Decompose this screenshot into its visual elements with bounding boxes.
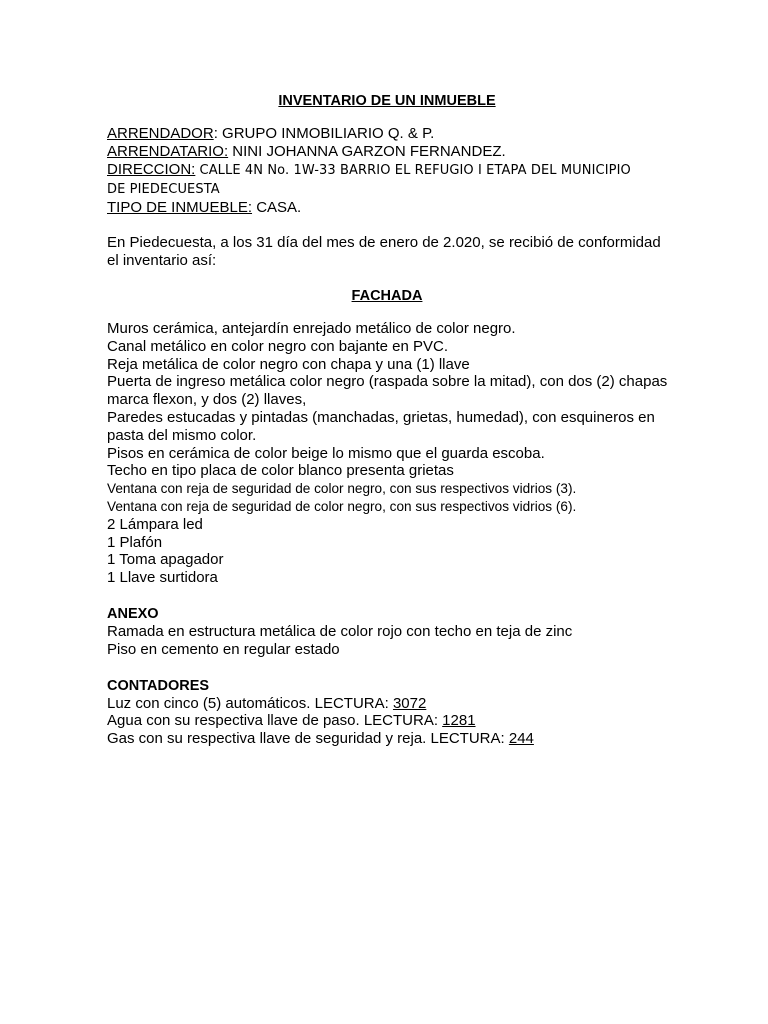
fachada-item: Puerta de ingreso metálica color negro (raspada sobre la mitad), con dos (2) chapas [107,373,668,391]
document-page [107,92,667,748]
direccion-label: DIRECCION: [107,161,196,178]
contador-luz-value: 3072 [392,694,427,712]
arrendador-value: GRUPO INMOBILIARIO Q. & P. [222,125,435,142]
fachada-count-item: 1 Llave surtidora [107,569,218,587]
anexo-item: Piso en cemento en regular estado [107,640,340,658]
fachada-window-item: Ventana con reja de seguridad de color negro, con sus respectivos vidrios (6). [107,498,577,514]
direccion-value-line2: DE PIEDECUESTA [107,182,220,197]
contadores-title: CONTADORES [107,677,210,694]
anexo-title: ANEXO [107,605,159,622]
contador-gas [107,730,667,748]
tipo-inmueble-value: CASA. [256,199,302,216]
fachada-item: Canal metálico en color negro con bajante en PVC. [107,337,449,355]
fachada-count-item: 1 Plafón [107,533,163,551]
intro-line-2: el inventario así: [107,252,217,269]
anexo-list [107,623,667,659]
fachada-window-item: Ventana con reja de seguridad de color negro, con sus respectivos vidrios (3). [107,481,577,497]
direccion-value-line1: CALLE 4N No. 1W-33 BARRIO EL REFUGIO I ETAPA DEL MUNICIPIO [199,163,631,178]
fachada-count-item: 1 Toma apagador [107,551,224,569]
contador-luz-text: Luz con cinco (5) automáticos. LECTURA: [107,694,393,712]
direccion-line-2 [107,180,667,199]
document-title: INVENTARIO DE UN INMUEBLE [278,93,496,109]
intro-paragraph [107,234,667,270]
fachada-item: Muros cerámica, antejardín enrejado metálico de color negro. [107,320,516,337]
contador-agua-value: 1281 [442,712,476,730]
fachada-item: pasta del mismo color. [107,426,257,444]
arrendatario-line [107,143,667,161]
contador-gas-text: Gas con su respectiva llave de seguridad y reja. LECTURA: [107,730,509,748]
tipo-inmueble-line [107,199,667,217]
arrendatario-label: ARRENDATARIO: [107,143,229,160]
fachada-list [107,320,667,587]
contador-gas-value: 244 [508,730,534,748]
contador-agua-text: Agua con su respectiva llave de paso. LECTURA: [107,712,443,730]
direccion-line [107,161,667,180]
fachada-item: marca flexon, y dos (2) llaves, [107,391,307,409]
tipo-inmueble-label: TIPO DE INMUEBLE: [107,199,253,216]
contadores-list [107,695,667,748]
fachada-item: Pisos en cerámica de color beige lo mismo que el guarda escoba. [107,444,545,462]
fachada-count-item: 2 Lámpara led [107,515,203,533]
fachada-item: Reja metálica de color negro con chapa y una (1) llave [107,355,470,373]
contador-agua [107,712,667,730]
arrendador-colon: : [213,125,223,142]
fachada-title: FACHADA [351,288,423,304]
anexo-item: Ramada en estructura metálica de color rojo con techo en teja de zinc [107,622,573,640]
arrendador-line [107,125,667,143]
fachada-item: Techo en tipo placa de color blanco presenta grietas [107,462,454,480]
contador-luz [107,695,667,713]
intro-line-1: En Piedecuesta, a los 31 día del mes de enero de 2.020, se recibió de conformidad [107,234,661,251]
fachada-item: Paredes estucadas y pintadas (manchadas, grietas, humedad), con esquineros en [107,408,655,426]
arrendador-label: ARRENDADOR [107,125,214,142]
parties-block [107,125,667,217]
arrendatario-value: NINI JOHANNA GARZON FERNANDEZ. [232,143,506,160]
